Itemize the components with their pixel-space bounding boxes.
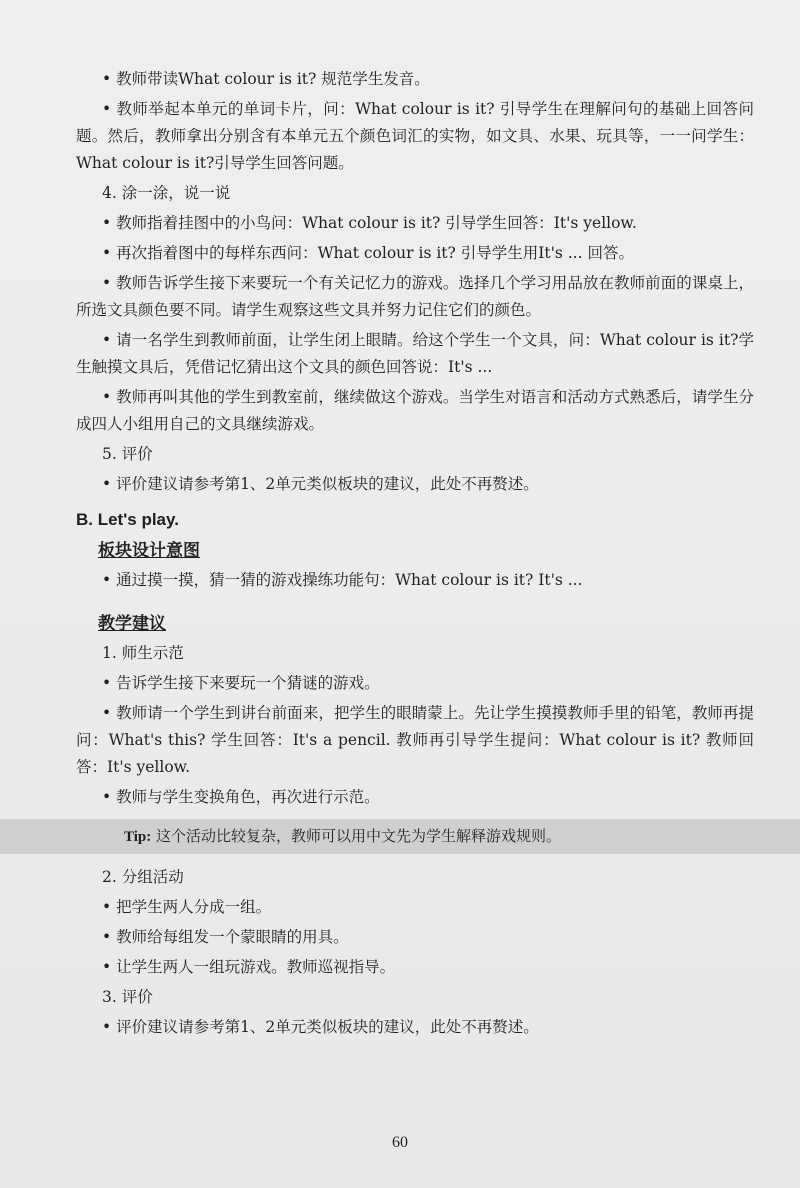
paragraph-b-4: • 把学生两人分成一组。 xyxy=(102,898,272,916)
step-5-heading: 5. 评价 xyxy=(102,445,153,463)
tip-text: 这个活动比较复杂，教师可以用中文先为学生解释游戏规则。 xyxy=(156,827,562,845)
paragraph-b-1: • 告诉学生接下来要玩一个猜谜的游戏。 xyxy=(102,674,380,692)
paragraph-a-1: • 教师带读What colour is it? 规范学生发音。 xyxy=(102,70,430,88)
paragraph-a-5: • 教师告诉学生接下来要玩一个有关记忆力的游戏。选择几个学习用品放在教师前面的课桌上，所选文具颜色要不同。请学生观察这些文具并努力记住它们的颜色。 xyxy=(76,274,754,319)
section-b-title: B. Let's play. xyxy=(76,510,179,529)
step-2-heading: 2. 分组活动 xyxy=(102,868,184,886)
page-number: 60 xyxy=(392,1134,408,1151)
section-a-tail xyxy=(76,66,754,498)
teaching-suggestion-heading: 教学建议 xyxy=(98,614,166,634)
paragraph-b-6: • 让学生两人一组玩游戏。教师巡视指导。 xyxy=(102,958,396,976)
design-intent-item: • 通过摸一摸，猜一猜的游戏操练功能句：What colour is it? It's ... xyxy=(102,571,583,589)
section-b xyxy=(76,510,754,1041)
paragraph-b-3: • 教师与学生变换角色，再次进行示范。 xyxy=(102,788,380,806)
paragraph-a-4: • 再次指着图中的每样东西问：What colour is it? 引导学生用It's ... 回答。 xyxy=(102,244,634,262)
tip-label: Tip: xyxy=(124,829,152,845)
step-3-heading: 3. 评价 xyxy=(102,988,153,1006)
paragraph-a-8: • 评价建议请参考第1、2单元类似板块的建议，此处不再赘述。 xyxy=(102,475,539,493)
paragraph-a-2: • 教师举起本单元的单词卡片，问：What colour is it? 引导学生在理解问句的基础上回答问题。然后，教师拿出分别含有本单元五个颜色词汇的实物，如文具、水果、玩具等，一一问学生：What colour is it?引导学生回答问题。 xyxy=(76,100,754,172)
paragraph-a-6: • 请一名学生到教师前面，让学生闭上眼睛。给这个学生一个文具，问：What colour is it?学生触摸文具后，凭借记忆猜出这个文具的颜色回答说：It's ... xyxy=(76,331,754,376)
paragraph-b-2: • 教师请一个学生到讲台前面来，把学生的眼睛蒙上。先让学生摸摸教师手里的铅笔，教师再提问：What's this? 学生回答：It's a pencil. 教师再引导学生提问：What colour is it? 教师回答：It's yellow. xyxy=(76,704,754,776)
tip-bar xyxy=(0,819,800,854)
paragraph-b-7: • 评价建议请参考第1、2单元类似板块的建议，此处不再赘述。 xyxy=(102,1018,539,1036)
step-1-heading: 1. 师生示范 xyxy=(102,644,184,662)
paragraph-b-5: • 教师给每组发一个蒙眼睛的用具。 xyxy=(102,928,349,946)
design-intent-heading: 板块设计意图 xyxy=(98,541,200,561)
paragraph-a-7: • 教师再叫其他的学生到教室前，继续做这个游戏。当学生对语言和活动方式熟悉后，请学生分成四人小组用自己的文具继续游戏。 xyxy=(76,388,754,433)
paragraph-a-3: • 教师指着挂图中的小鸟问：What colour is it? 引导学生回答：It's yellow. xyxy=(102,214,637,232)
step-4-heading: 4. 涂一涂，说一说 xyxy=(102,184,231,202)
